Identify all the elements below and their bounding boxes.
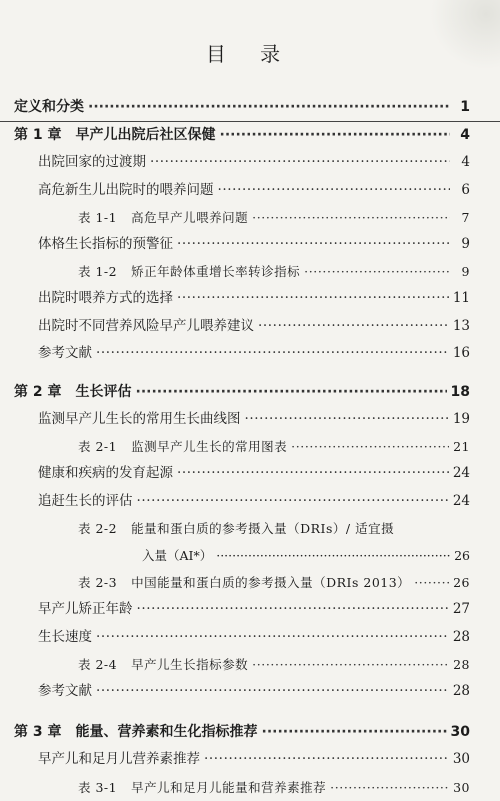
toc-item-entry[interactable] bbox=[0, 678, 500, 705]
leader-dots bbox=[137, 488, 449, 515]
page-number: 26 bbox=[453, 575, 470, 591]
entry-title: 出院时喂养方式的选择 bbox=[38, 290, 173, 307]
toc-item-entry[interactable] bbox=[0, 231, 500, 258]
entry-title: 体格生长指标的预警征 bbox=[38, 235, 173, 252]
toc-table-entry[interactable] bbox=[0, 651, 500, 678]
entry-label bbox=[38, 231, 173, 258]
page-number: 28 bbox=[452, 628, 470, 645]
page-number: 24 bbox=[452, 465, 470, 482]
toc-group-ch2 bbox=[0, 379, 500, 515]
entry-label bbox=[38, 285, 173, 312]
leader-dots bbox=[96, 624, 449, 651]
entry-title: 监测早产儿生长的常用生长曲线图 bbox=[38, 411, 241, 428]
entry-label bbox=[38, 596, 133, 623]
leader-dots bbox=[218, 177, 451, 204]
entry-title: 参考文献 bbox=[38, 682, 92, 699]
page-number: 30 bbox=[452, 751, 470, 768]
leader-dots bbox=[252, 651, 449, 678]
page-number: 19 bbox=[452, 411, 470, 428]
page-number: 24 bbox=[452, 492, 470, 509]
table-title-line1: 能量和蛋白质的参考摄入量（DRIs）/ 适宜摄 bbox=[131, 520, 395, 536]
leader-dots bbox=[262, 719, 447, 746]
leader-dots bbox=[245, 406, 449, 433]
leader-dots bbox=[88, 94, 450, 121]
entry-label bbox=[38, 488, 133, 515]
entry-label bbox=[78, 569, 410, 596]
page-number: 4 bbox=[461, 154, 470, 171]
entry-label bbox=[78, 651, 248, 678]
page-number: 9 bbox=[461, 235, 470, 252]
entry-title: 能量、营养素和生化指标推荐 bbox=[75, 724, 258, 741]
toc-item-entry[interactable] bbox=[0, 313, 500, 340]
entry-title: 中国能量和蛋白质的参考摄入量（DRIs 2013） bbox=[131, 575, 411, 591]
entry-label bbox=[38, 678, 92, 705]
entry-title: 早产儿出院后社区保健 bbox=[75, 127, 216, 144]
page-number: 28 bbox=[452, 682, 470, 699]
entry-label bbox=[14, 94, 84, 121]
toc-item-entry[interactable] bbox=[0, 596, 500, 623]
page-number: 16 bbox=[452, 344, 470, 361]
page-number: 7 bbox=[461, 209, 470, 225]
toc-chapter-entry[interactable] bbox=[0, 122, 500, 149]
entry-title: 生长评估 bbox=[75, 383, 132, 400]
entry-title: 监测早产儿生长的常用图表 bbox=[131, 439, 288, 455]
entry-label bbox=[14, 379, 132, 406]
entry-label bbox=[14, 122, 216, 149]
entry-label bbox=[38, 177, 214, 204]
toc-item-entry[interactable] bbox=[0, 285, 500, 312]
table-number: 表 1-1 bbox=[78, 209, 118, 225]
leader-dots bbox=[177, 460, 449, 487]
page-number: 27 bbox=[452, 601, 470, 618]
table-number: 表 1-2 bbox=[78, 264, 118, 280]
leader-dots bbox=[137, 596, 449, 623]
entry-title: 健康和疾病的发育起源 bbox=[38, 465, 173, 482]
toc-table-entry-2-2[interactable] bbox=[0, 515, 500, 542]
entry-label bbox=[78, 204, 248, 231]
table-title-line2: 入量（AI*） bbox=[142, 548, 213, 563]
page-number: 18 bbox=[450, 383, 470, 400]
table-number: 表 3-1 bbox=[78, 779, 118, 795]
leader-dots bbox=[204, 746, 449, 773]
entry-title: 早产儿和足月儿营养素推荐 bbox=[38, 751, 200, 768]
page-number: 1 bbox=[460, 99, 470, 115]
toc-group-ch2-cont bbox=[0, 569, 500, 705]
page-number: 28 bbox=[453, 656, 470, 672]
toc-table-entry[interactable] bbox=[0, 569, 500, 596]
leader-dots bbox=[304, 258, 450, 285]
entry-title: 追赶生长的评估 bbox=[38, 492, 133, 509]
toc-chapter-entry[interactable] bbox=[0, 94, 500, 121]
page-number: 21 bbox=[453, 439, 470, 455]
entry-title: 矫正年龄体重增长率转诊指标 bbox=[131, 264, 301, 280]
leader-dots bbox=[220, 122, 451, 149]
toc-item-entry[interactable] bbox=[0, 746, 500, 773]
section-gap bbox=[0, 705, 500, 719]
entry-label bbox=[38, 313, 254, 340]
toc-item-entry[interactable] bbox=[0, 406, 500, 433]
entry-title: 高危新生儿出院时的喂养问题 bbox=[38, 181, 214, 198]
entry-label bbox=[38, 746, 200, 773]
entry-label bbox=[78, 433, 287, 460]
entry-title: 出院回家的过渡期 bbox=[38, 154, 146, 171]
toc-item-entry[interactable] bbox=[0, 624, 500, 651]
table-of-contents bbox=[0, 94, 500, 801]
page-number: 13 bbox=[452, 317, 470, 334]
section-gap bbox=[0, 367, 500, 379]
page-number: 6 bbox=[461, 181, 470, 198]
page-title: 目 录 bbox=[205, 42, 295, 66]
leader-dots bbox=[136, 379, 447, 406]
chapter-number: 第 1 章 bbox=[14, 127, 62, 144]
leader-dots bbox=[330, 774, 449, 801]
page-number: 9 bbox=[461, 264, 470, 280]
chapter-number: 第 3 章 bbox=[14, 724, 62, 741]
leader-dots bbox=[150, 149, 450, 176]
entry-title: 参考文献 bbox=[38, 344, 92, 361]
toc-table-entry[interactable] bbox=[0, 774, 500, 801]
toc-item-entry[interactable] bbox=[0, 340, 500, 367]
entry-label bbox=[78, 258, 300, 285]
chapter-number: 第 2 章 bbox=[14, 383, 62, 400]
entry-label bbox=[38, 624, 92, 651]
toc-chapter-entry[interactable] bbox=[0, 379, 500, 406]
toc-table-entry[interactable] bbox=[0, 204, 500, 231]
page-number: 26 bbox=[454, 548, 470, 563]
leader-dots bbox=[96, 678, 449, 705]
toc-group-intro-ch1 bbox=[0, 94, 500, 367]
entry-title: 早产儿和足月儿能量和营养素推荐 bbox=[131, 779, 327, 795]
table-number: 表 2-4 bbox=[78, 656, 118, 672]
toc-item-entry[interactable] bbox=[0, 149, 500, 176]
leader-dots bbox=[177, 231, 450, 258]
entry-label bbox=[38, 460, 173, 487]
page-number: 11 bbox=[452, 290, 470, 307]
leader-dots bbox=[96, 340, 449, 367]
entry-label bbox=[38, 340, 92, 367]
leader-dots bbox=[291, 433, 449, 460]
toc-table-entry-2-2-continued[interactable] bbox=[0, 542, 500, 569]
entry-title: 定义和分类 bbox=[14, 99, 84, 115]
entry-label bbox=[38, 406, 241, 433]
table-number: 表 2-3 bbox=[78, 575, 118, 591]
entry-title: 出院时不同营养风险早产儿喂养建议 bbox=[38, 317, 254, 334]
entry-title: 高危早产儿喂养问题 bbox=[131, 209, 249, 225]
leader-dots bbox=[258, 313, 449, 340]
toc-chapter-entry[interactable] bbox=[0, 719, 500, 746]
page-number: 30 bbox=[450, 724, 470, 741]
toc-item-entry[interactable] bbox=[0, 177, 500, 204]
toc-group-ch3 bbox=[0, 719, 500, 801]
entry-label bbox=[78, 774, 326, 801]
page-number: 30 bbox=[453, 779, 470, 795]
toc-item-entry[interactable] bbox=[0, 460, 500, 487]
table-number: 表 2-1 bbox=[78, 439, 118, 455]
entry-label bbox=[14, 719, 258, 746]
toc-table-entry[interactable] bbox=[0, 258, 500, 285]
entry-label bbox=[38, 149, 146, 176]
leader-dots bbox=[216, 542, 450, 569]
table-number: 表 2-2 bbox=[78, 520, 118, 536]
entry-title: 早产儿生长指标参数 bbox=[131, 656, 249, 672]
page-number: 4 bbox=[460, 127, 470, 144]
toc-table-entry[interactable] bbox=[0, 433, 500, 460]
leader-dots bbox=[252, 204, 450, 231]
leader-dots bbox=[414, 569, 449, 596]
toc-item-entry[interactable] bbox=[0, 488, 500, 515]
entry-title: 生长速度 bbox=[38, 628, 92, 645]
entry-title: 早产儿矫正年龄 bbox=[38, 601, 133, 618]
leader-dots bbox=[177, 285, 449, 312]
